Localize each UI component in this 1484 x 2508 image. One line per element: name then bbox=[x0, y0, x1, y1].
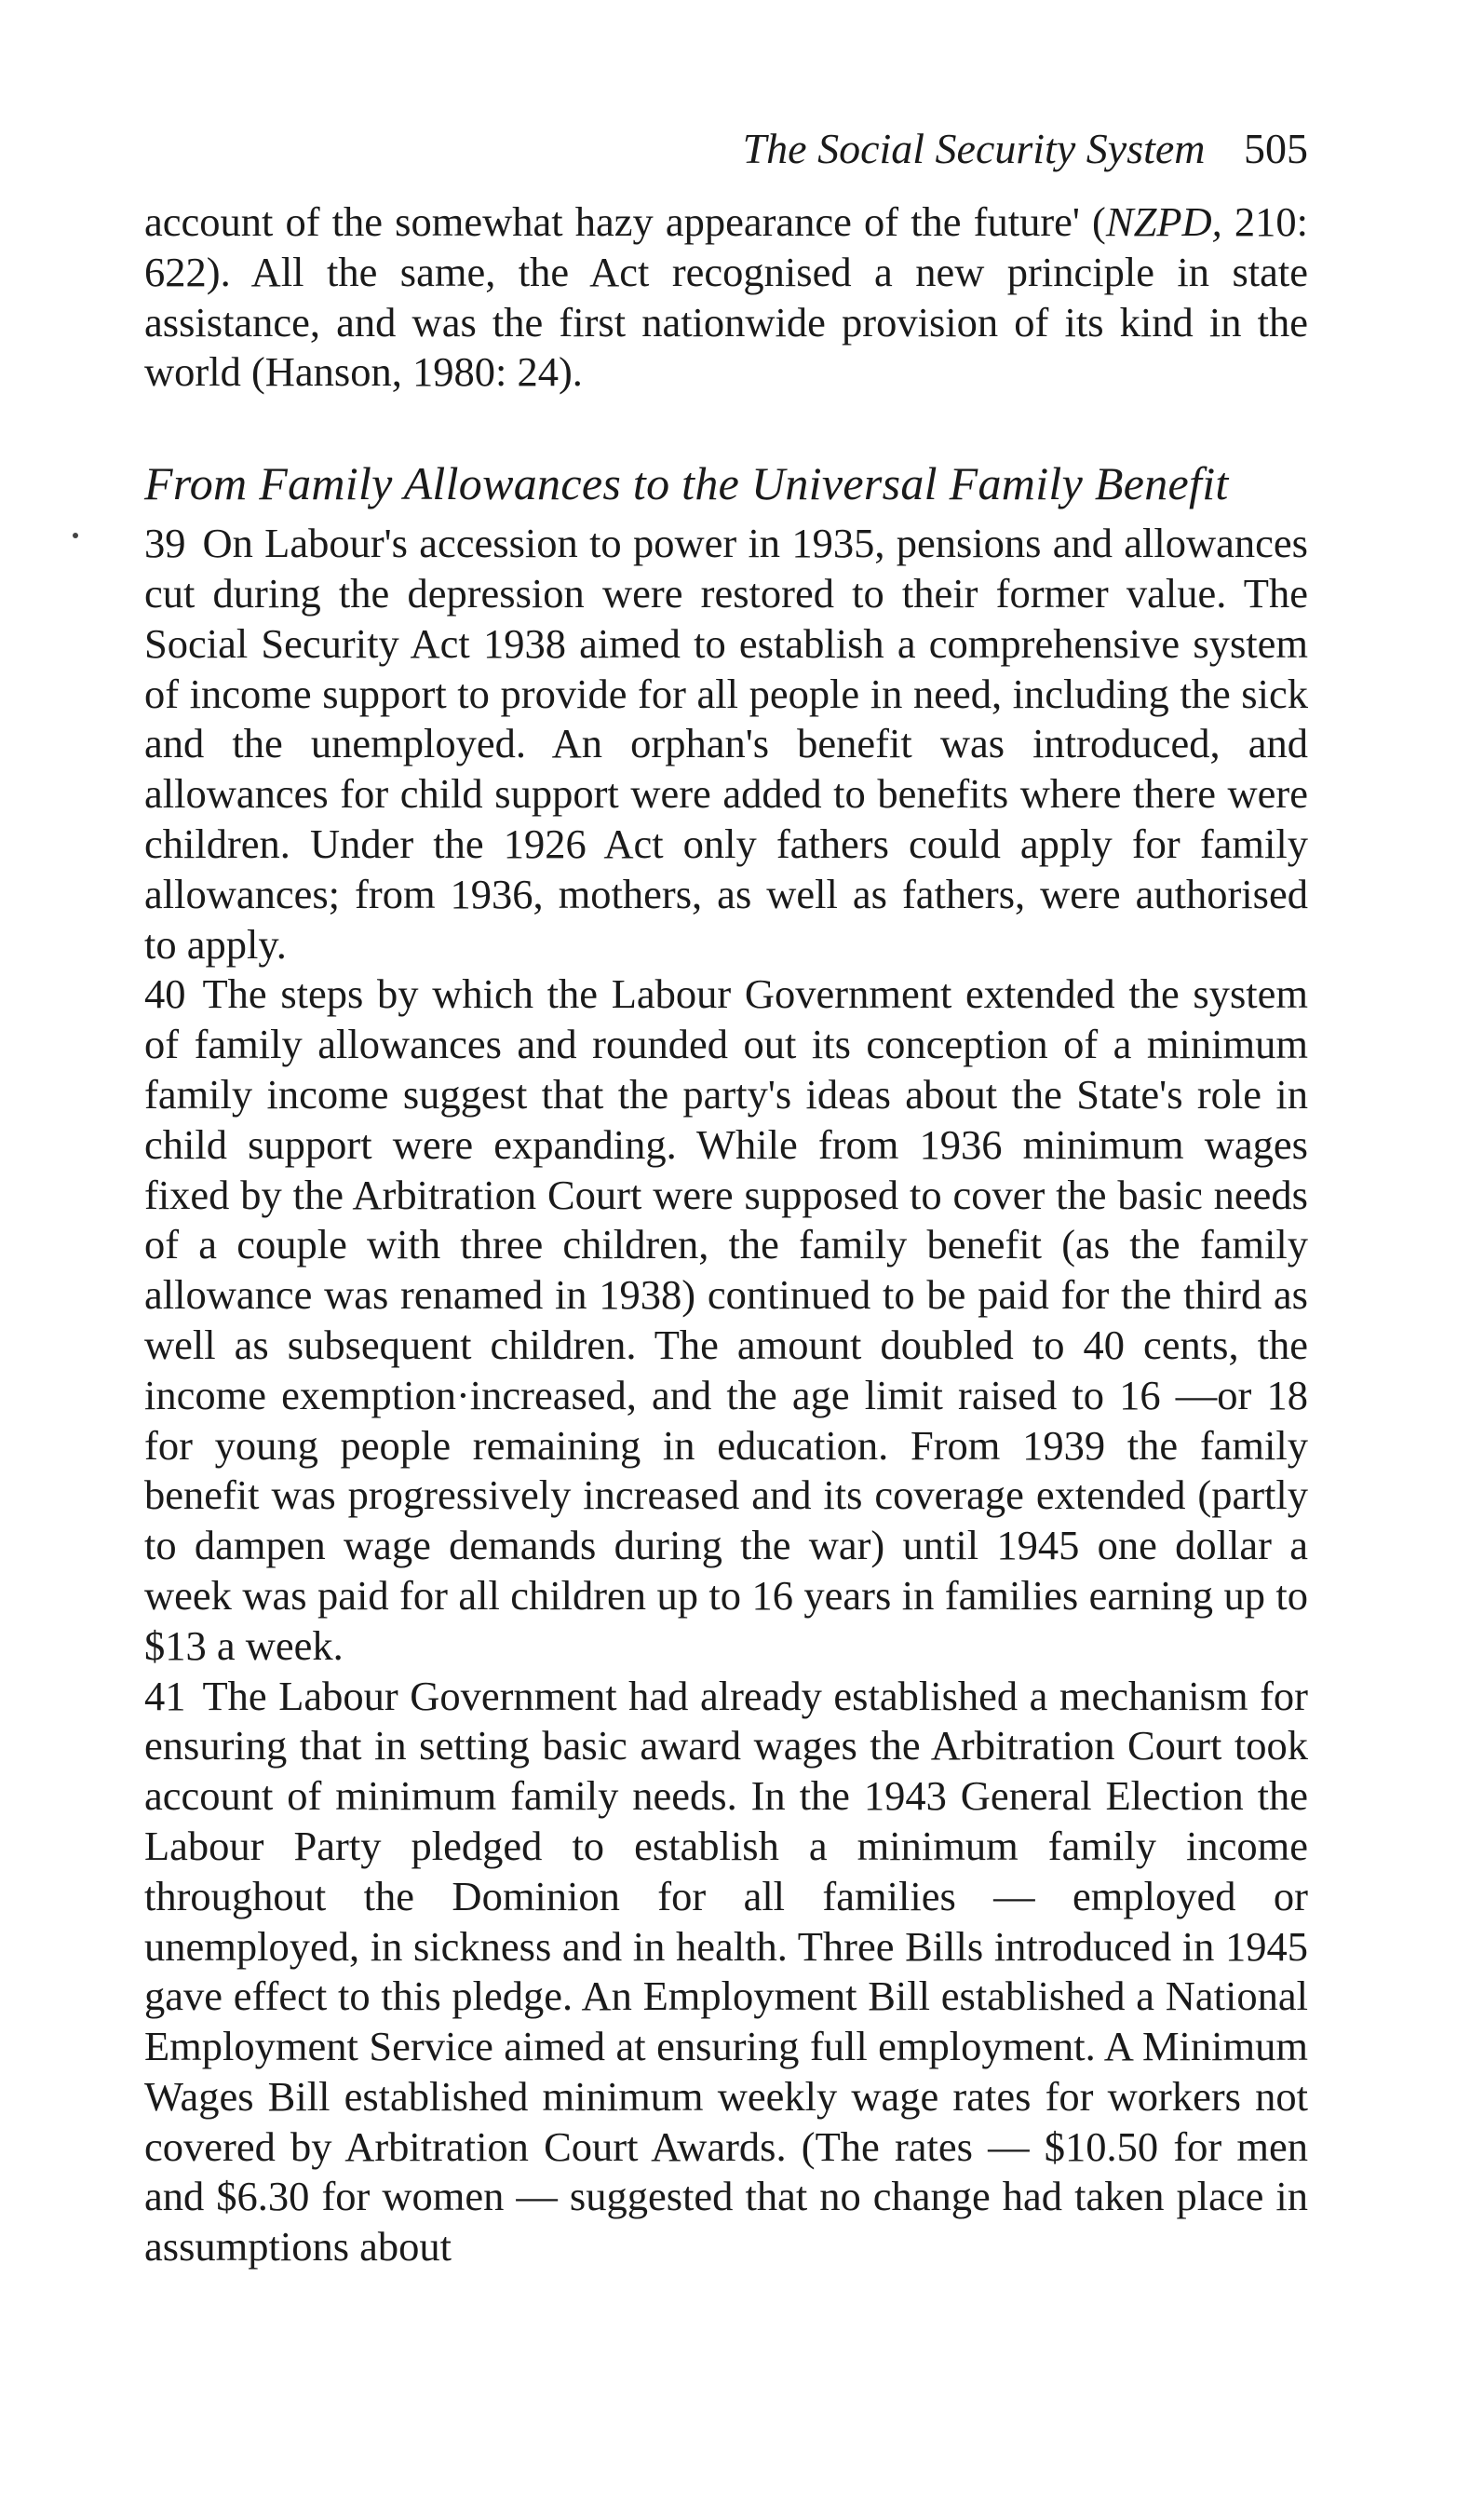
page-number: 505 bbox=[1244, 125, 1308, 172]
running-header bbox=[144, 121, 1308, 177]
paragraph-text: The steps by which the Labour Government extended the system of family allowances and rounded out its conception of a minimum family income suggest that the party's ideas about the State's role in child support were expanding. While from 1936 minimum wages fixed by the Arbitration Court were supposed to cover the basic needs of a couple with three children, the family benefit (as the family allowance was renamed in 1938) continued to be paid for the third as well as subsequent children. The amount doubled to 40 cents, the income exemption·increased, and the age limit raised to 16 —or 18 for young people remaining in education. From 1939 the family benefit was progressively increased and its coverage extended (partly to dampen wage demands during the war) until 1945 one dollar a week was paid for all children up to 16 years in families earning up to $13 a week. bbox=[144, 970, 1308, 1669]
book-page bbox=[144, 121, 1308, 2272]
paragraph-39 bbox=[144, 519, 1308, 969]
paragraph-text: On Labour's accession to power in 1935, pensions and allowances cut during the depression were restored to their former value. The Social Security Act 1938 aimed to establish a comprehensive system of income support to provide for all people in need, including the sick and the unemployed. An orphan's benefit was introduced, and allowances for child support were added to benefits where there were children. Under the 1926 Act only fathers could apply for family allowances; from 1936, mothers, as well as fathers, were authorised to apply. bbox=[144, 520, 1308, 968]
intro-text-2: 210: 622). All the same, the Act recognised a new principle in state assistance, and was the first nationwide provision of its kind in the world (Hanson, 1980: 24). bbox=[144, 198, 1308, 396]
paragraph-number: 41 bbox=[144, 1672, 186, 1719]
margin-mark bbox=[73, 533, 78, 538]
paragraph-41 bbox=[144, 1672, 1308, 2273]
section-heading: From Family Allowances to the Universal Family Benefit bbox=[144, 457, 1229, 510]
intro-paragraph bbox=[144, 197, 1308, 398]
paragraph-number: 40 bbox=[144, 970, 186, 1018]
intro-citation: NZPD, bbox=[1105, 198, 1222, 245]
intro-text-1: account of the somewhat hazy appearance of the future' ( bbox=[144, 198, 1106, 245]
running-header-title: The Social Security System bbox=[742, 125, 1206, 172]
paragraph-40 bbox=[144, 969, 1308, 1671]
paragraph-text: The Labour Government had already established a mechanism for ensuring that in setting basic award wages the Arbitration Court took account of minimum family needs. In the 1943 General Election the Labour Party pledged to establish a minimum family income throughout the Dominion for all families — employed or unemployed, in sickness and in health. Three Bills introduced in 1945 gave effect to this pledge. An Employment Bill established a National Employment Service aimed at ensuring full employment. A Minimum Wages Bill established minimum weekly wage rates for workers not covered by Arbitration Court Awards. (The rates — $10.50 for men and $6.30 for women — suggested that no change had taken place in assumptions about bbox=[144, 1672, 1308, 2271]
paragraph-number: 39 bbox=[144, 520, 186, 567]
